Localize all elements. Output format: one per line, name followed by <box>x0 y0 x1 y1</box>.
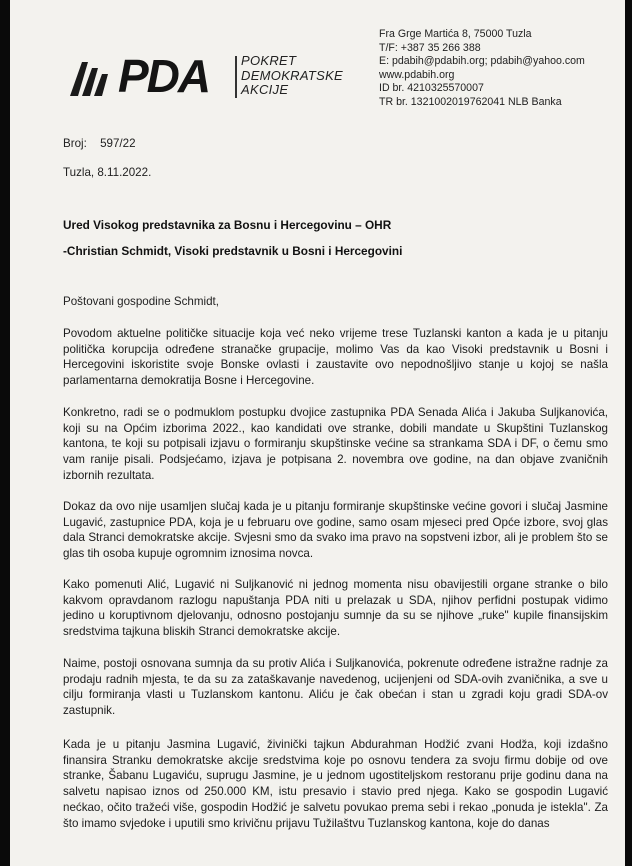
paragraph: Povodom aktuelne političke situacije koja već neko vrijeme trese Tuzlanski kanton a kada je u pitanju politička korupcija određene stranačke grupacije, molimo Vas da kao Visoki predstavnik u Bosni i Hercegovini iskoristite svoje Bonske ovlasti i zaustavite ovo nepodnošljivo stanje u kojoj se našla parlamentarna demokratija Bosne i Hercegovine. <box>63 327 608 388</box>
paragraph: Dokaz da ovo nije usamljen slučaj kada je u pitanju formiranje skupštinske većine govori i slučaj Jasmine Lugavić, zastupnice PDA, koja je u februaru ove godine, samo osam mjeseci pred Opće izbore, svoj glas dala Stranci demokratske akcije. Svjesni smo da svako ima pravo na sopstveni izbor, ali je problem što se glas tih osoba kupuje ogromnim iznosima novca. <box>63 500 608 561</box>
document-number-value: 597/22 <box>100 137 136 150</box>
paragraph: Kada je u pitanju Jasmina Lugavić, živinički tajkun Abdurahman Hodžić zvani Hodža, koji izdašno finansira Stranku demokratske akcije sredstvima koje po osnovu tendera za svoju firmu dobije od ove stranke, Šabanu Lugaviću, suprugu Jasmine, je u jednom ugostiteljskom restoranu prije godinu dana na salvetu napisao iznos od 250.000 KM, istu presavio i stavio pred njega. Kako se gospodin Lugavić nećkao, očito tražeći više, gospodin Hodžić je salvetu povukao prema sebi i rekao „ponuda je istekla". Za što imamo svjedoke i uputili smo krivičnu prijavu Tužilaštvu Tuzlanskog kantona, koje do danas <box>63 738 608 830</box>
logo-divider <box>235 56 237 98</box>
pda-emblem-icon <box>68 58 114 98</box>
party-name <box>241 54 343 98</box>
party-name-line: AKCIJE <box>241 82 289 97</box>
document-number-label: Broj: <box>63 137 87 150</box>
addressee-office: Ured Visokog predstavnika za Bosnu i Hercegovinu – OHR <box>63 218 392 232</box>
contact-website: www.pdabih.org <box>379 68 455 81</box>
party-name-line: POKRET <box>241 53 297 68</box>
contact-email: E: pdabih@pdabih.org; pdabih@yahoo.com <box>379 55 585 68</box>
paragraph: Naime, postoji osnovana sumnja da su protiv Alića i Suljkanovića, pokrenute određene istražne radnje za prodaju radnih mjesta, te da su za zataškavanje navedenog, ucijenjeni od SDA-ovih zvaničnika, a sve u cilju formiranja vlasti u Tuzlanskom kantonu. Aliću je čak obećan i stan u zgradi koju gradi SDA-ov zastupnik. <box>63 657 608 718</box>
contact-id: ID br. 4210325570007 <box>379 82 484 95</box>
addressee-person: -Christian Schmidt, Visoki predstavnik u Bosni i Hercegovini <box>63 244 403 258</box>
paragraph: Kako pomenuti Alić, Lugavić ni Suljkanović ni jednog momenta nisu obavijestili organe stranke o bilo kakvom opravdanom razlogu napuštanja PDA niti u prelazak u SDA, njihov perfidni postupak vidimo jedino u koruptivnom djelovanju, odnosno postojanju sumnje da su se njihove „ruke" kupile finansijskim sredstvima tajkuna bliskih Stranci demokratske akcije. <box>63 578 608 639</box>
party-name-line: DEMOKRATSKE <box>241 67 344 83</box>
paragraph: Konkretno, radi se o podmuklom postupku dvojice zastupnika PDA Senada Alića i Jakuba Suljkanovića, koji su na Općim izborima 2022., kao kandidati ove stranke, dobili mandate u Skupštini Tuzlanskog kantona, te koji su potpisali izjavu o formiranju skupštinske većine sa strankama SDA i DF, o čemu smo vam ranije pisali. Podsjećamo, izjava je potpisana 2. novembra ove godine, na dan objave zvaničnih izbornih rezultata. <box>63 406 608 482</box>
salutation: Poštovani gospodine Schmidt, <box>63 295 219 308</box>
contact-phone: T/F: +387 35 266 388 <box>379 41 481 54</box>
document-date: Tuzla, 8.11.2022. <box>63 166 152 179</box>
contact-bank: TR br. 1321002019762041 NLB Banka <box>379 95 562 108</box>
pda-logo <box>68 50 344 105</box>
document-number <box>63 137 136 150</box>
contact-address: Fra Grge Martića 8, 75000 Tuzla <box>379 28 532 40</box>
brand-wordmark: PDA <box>118 50 210 102</box>
contact-block <box>379 28 585 110</box>
letter-page <box>10 0 625 866</box>
